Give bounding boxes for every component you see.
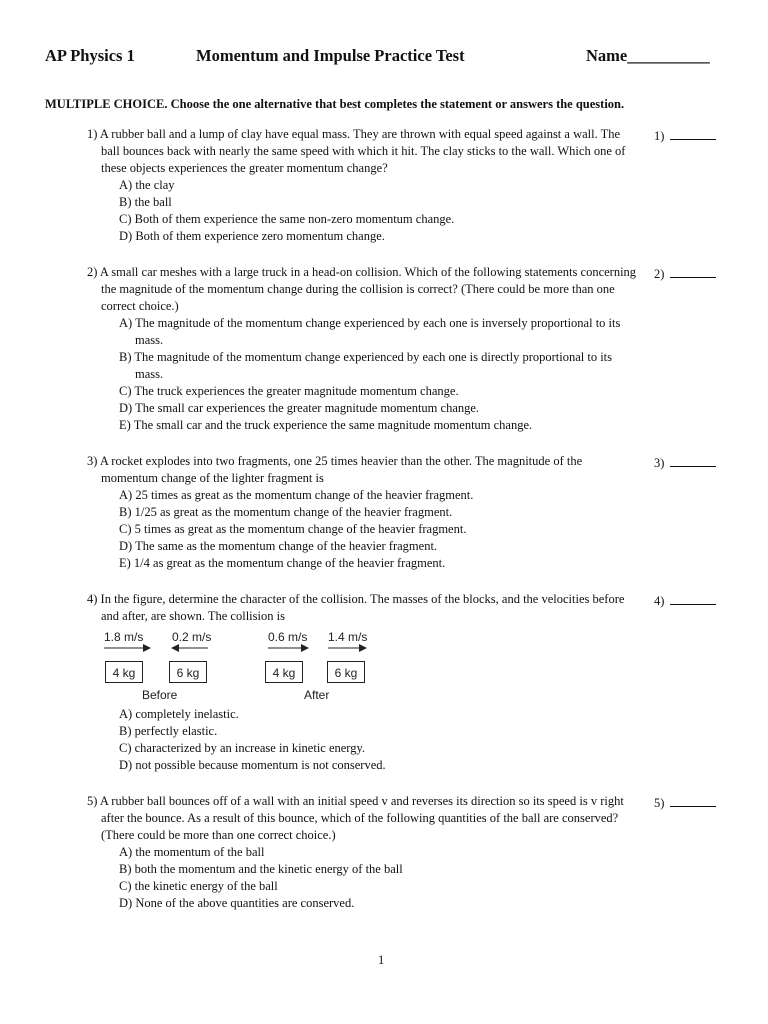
course-title: AP Physics 1 xyxy=(45,46,135,65)
instructions: MULTIPLE CHOICE. Choose the one alternative that best completes the statement or answers the question. xyxy=(45,97,625,111)
option: A) The magnitude of the momentum change experienced by each one is inversely proportional to its mass. xyxy=(119,316,621,347)
after-caption: After xyxy=(304,688,330,702)
page-title: Momentum and Impulse Practice Test xyxy=(196,46,465,65)
answer-number: 1) xyxy=(654,129,665,143)
option: A) completely inelastic. xyxy=(119,707,239,721)
answer-line[interactable] xyxy=(670,591,716,605)
answer-number: 2) xyxy=(654,267,665,281)
option: D) The same as the momentum change of the heavier fragment. xyxy=(119,539,438,553)
before-caption: Before xyxy=(142,688,178,702)
question-5 xyxy=(87,793,637,912)
after-velocity-2: 1.4 m/s xyxy=(328,630,368,644)
option: D) Both of them experience zero momentum change. xyxy=(119,229,385,243)
answer-line[interactable] xyxy=(670,126,716,140)
answer-blank-1[interactable] xyxy=(654,126,716,145)
answer-number: 3) xyxy=(654,456,665,470)
before-velocity-1: 1.8 m/s xyxy=(104,630,144,644)
option: A) the momentum of the ball xyxy=(119,845,265,859)
question-3 xyxy=(87,453,637,572)
collision-figure xyxy=(100,628,380,704)
block-4kg-before: 4 kg xyxy=(105,661,143,683)
answer-number: 4) xyxy=(654,594,665,608)
option: A) 25 times as great as the momentum change of the heavier fragment. xyxy=(119,488,474,502)
name-field-label: Name__________ xyxy=(586,46,710,65)
option: E) 1/4 as great as the momentum change of the heavier fragment. xyxy=(119,556,446,570)
option: B) The magnitude of the momentum change experienced by each one is directly proportional to its mass. xyxy=(119,350,613,381)
question-2 xyxy=(87,264,637,434)
option: C) Both of them experience the same non-zero momentum change. xyxy=(119,212,455,226)
option: A) the clay xyxy=(119,178,175,192)
page-number: 1 xyxy=(378,953,385,967)
option: C) The truck experiences the greater magnitude momentum change. xyxy=(119,384,459,398)
answer-blank-4[interactable] xyxy=(654,591,716,610)
answer-line[interactable] xyxy=(670,264,716,278)
question-1 xyxy=(87,126,637,245)
before-velocity-2: 0.2 m/s xyxy=(172,630,212,644)
question-stem: 1) A rubber ball and a lump of clay have equal mass. They are thrown with equal speed against a wall. The ball bounces back with nearly the same speed with which it hit. The clay sticks to the wall. Which one of these objects experiences the greater momentum change? xyxy=(87,127,626,175)
option: D) not possible because momentum is not conserved. xyxy=(119,758,386,772)
option: C) 5 times as great as the momentum change of the heavier fragment. xyxy=(119,522,467,536)
option: C) characterized by an increase in kinetic energy. xyxy=(119,741,366,755)
question-4 xyxy=(87,591,637,625)
question-4-options xyxy=(87,706,637,774)
option: B) both the momentum and the kinetic energy of the ball xyxy=(119,862,403,876)
answer-blank-5[interactable] xyxy=(654,793,716,812)
answer-line[interactable] xyxy=(670,793,716,807)
answer-blank-3[interactable] xyxy=(654,453,716,472)
option: C) the kinetic energy of the ball xyxy=(119,879,278,893)
block-6kg-before: 6 kg xyxy=(169,661,207,683)
question-stem: 5) A rubber ball bounces off of a wall with an initial speed v and reverses its direction so its speed is v right after the bounce. As a result of this bounce, which of the following quantities of the ball are conserved? (There could be more than one correct choice.) xyxy=(87,794,624,842)
after-velocity-1: 0.6 m/s xyxy=(268,630,308,644)
question-stem: 2) A small car meshes with a large truck in a head-on collision. Which of the following statements concerning the magnitude of the momentum change during the collision is correct? (There could be more than one correct choice.) xyxy=(87,265,637,313)
option: B) the ball xyxy=(119,195,172,209)
block-6kg-after: 6 kg xyxy=(327,661,365,683)
question-stem: 4) In the figure, determine the character of the collision. The masses of the blocks, and the velocities before and after, are shown. The collision is xyxy=(87,592,625,623)
option: B) perfectly elastic. xyxy=(119,724,218,738)
block-4kg-after: 4 kg xyxy=(265,661,303,683)
answer-line[interactable] xyxy=(670,453,716,467)
answer-number: 5) xyxy=(654,796,665,810)
answer-blank-2[interactable] xyxy=(654,264,716,283)
option: E) The small car and the truck experience the same magnitude momentum change. xyxy=(119,418,533,432)
option: B) 1/25 as great as the momentum change of the heavier fragment. xyxy=(119,505,453,519)
option: D) The small car experiences the greater magnitude momentum change. xyxy=(119,401,480,415)
question-stem: 3) A rocket explodes into two fragments, one 25 times heavier than the other. The magnitude of the momentum change of the lighter fragment is xyxy=(87,454,583,485)
option: D) None of the above quantities are conserved. xyxy=(119,896,355,910)
